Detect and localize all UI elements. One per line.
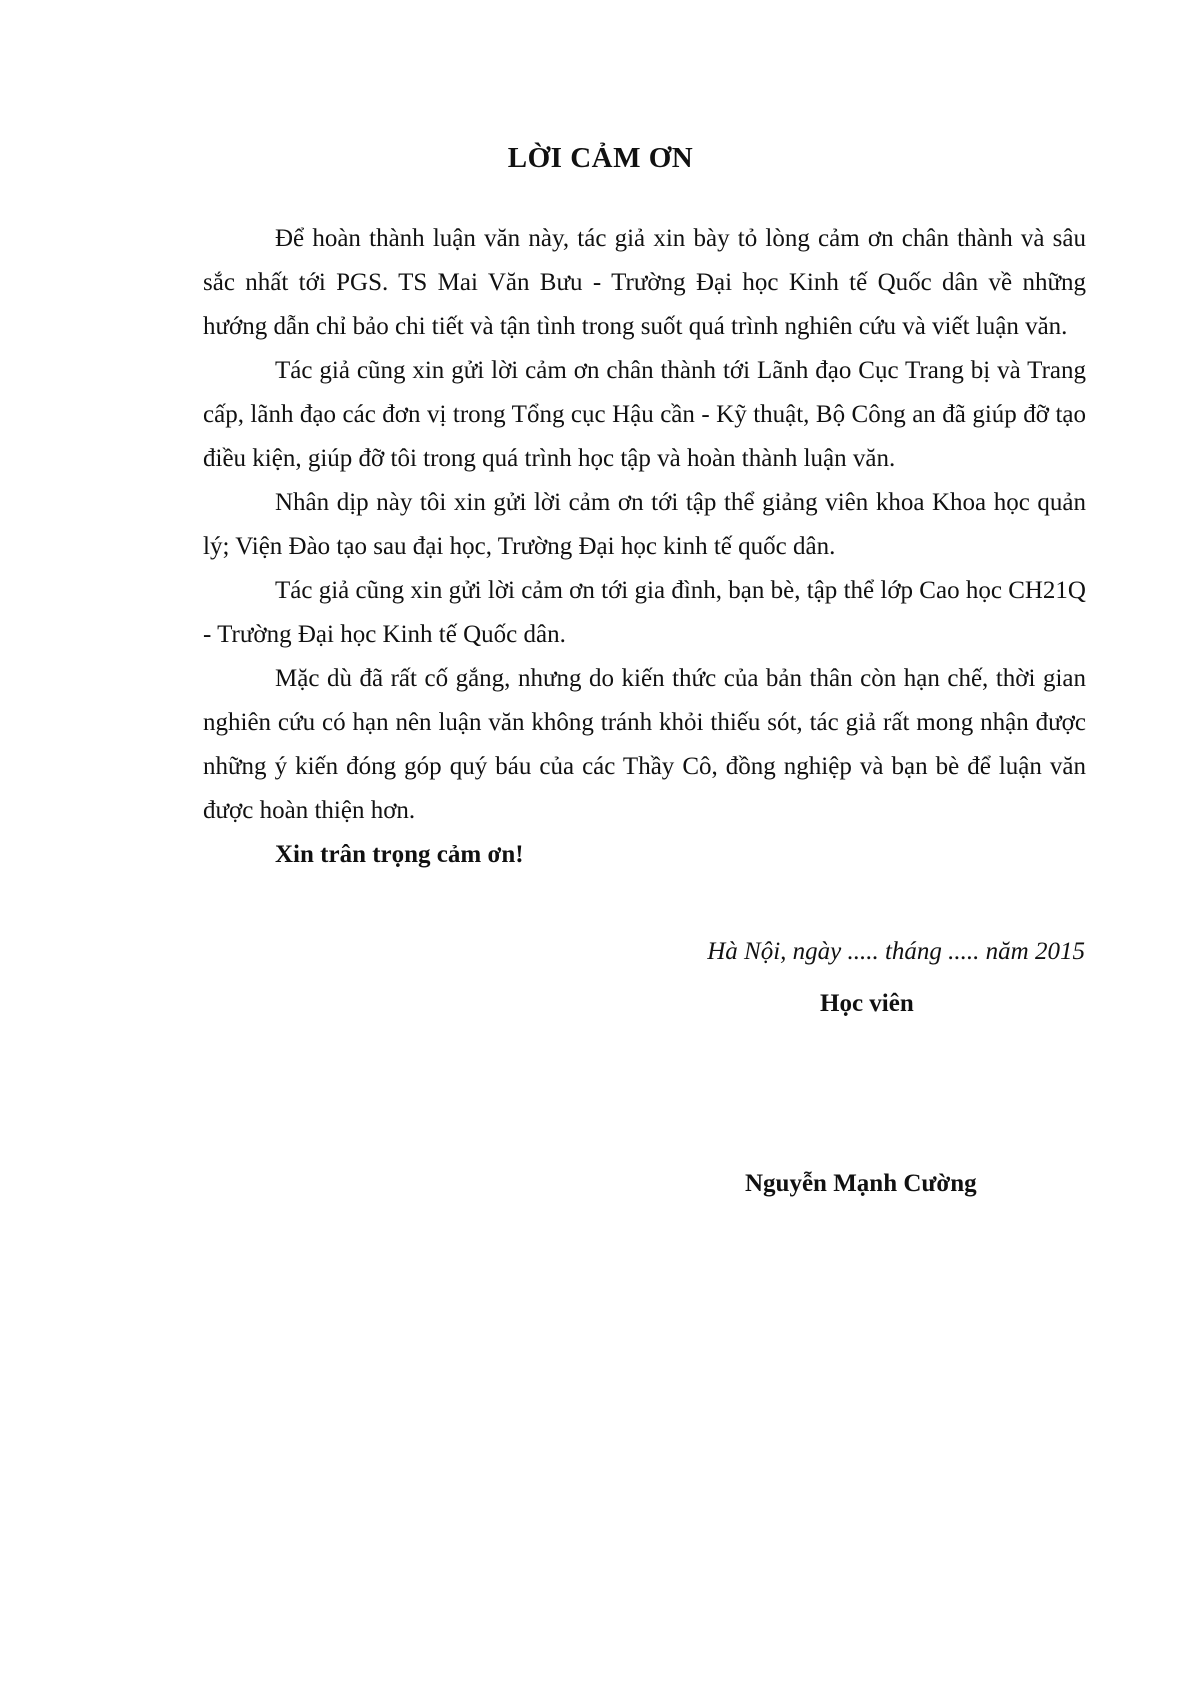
signer-name: Nguyễn Mạnh Cường [745, 1170, 977, 1197]
date-line: Hà Nội, ngày ..... tháng ..... năm 2015 [707, 938, 1085, 965]
signer-role: Học viên [820, 990, 914, 1017]
closing-line: Xin trân trọng cảm ơn! [275, 841, 524, 868]
acknowledgement-body [203, 217, 1086, 877]
paragraph-1: Để hoàn thành luận văn này, tác giả xin bày tỏ lòng cảm ơn chân thành và sâu sắc nhất tới PGS. TS Mai Văn Bưu - Trường Đại học Kinh tế Quốc dân về những hướng dẫn chỉ bảo chi tiết và tận tình trong suốt quá trình nghiên cứu và viết luận văn. [203, 225, 1086, 340]
paragraph-3: Nhân dịp này tôi xin gửi lời cảm ơn tới tập thể giảng viên khoa Khoa học quản lý; Viện Đào tạo sau đại học, Trường Đại học kinh tế quốc dân. [203, 489, 1086, 560]
page-title: LỜI CẢM ƠN [507, 142, 694, 174]
paragraph-5: Mặc dù đã rất cố gắng, nhưng do kiến thức của bản thân còn hạn chế, thời gian nghiên cứu có hạn nên luận văn không tránh khỏi thiếu sót, tác giả rất mong nhận được những ý kiến đóng góp quý báu của các Thầy Cô, đồng nghiệp và bạn bè để luận văn được hoàn thiện hơn. [203, 665, 1086, 824]
paragraph-2: Tác giả cũng xin gửi lời cảm ơn chân thành tới Lãnh đạo Cục Trang bị và Trang cấp, lãnh đạo các đơn vị trong Tổng cục Hậu cần - Kỹ thuật, Bộ Công an đã giúp đỡ tạo điều kiện, giúp đỡ tôi trong quá trình học tập và hoàn thành luận văn. [203, 357, 1086, 472]
paragraph-4: Tác giả cũng xin gửi lời cảm ơn tới gia đình, bạn bè, tập thể lớp Cao học CH21Q - Trường Đại học Kinh tế Quốc dân. [203, 577, 1086, 648]
